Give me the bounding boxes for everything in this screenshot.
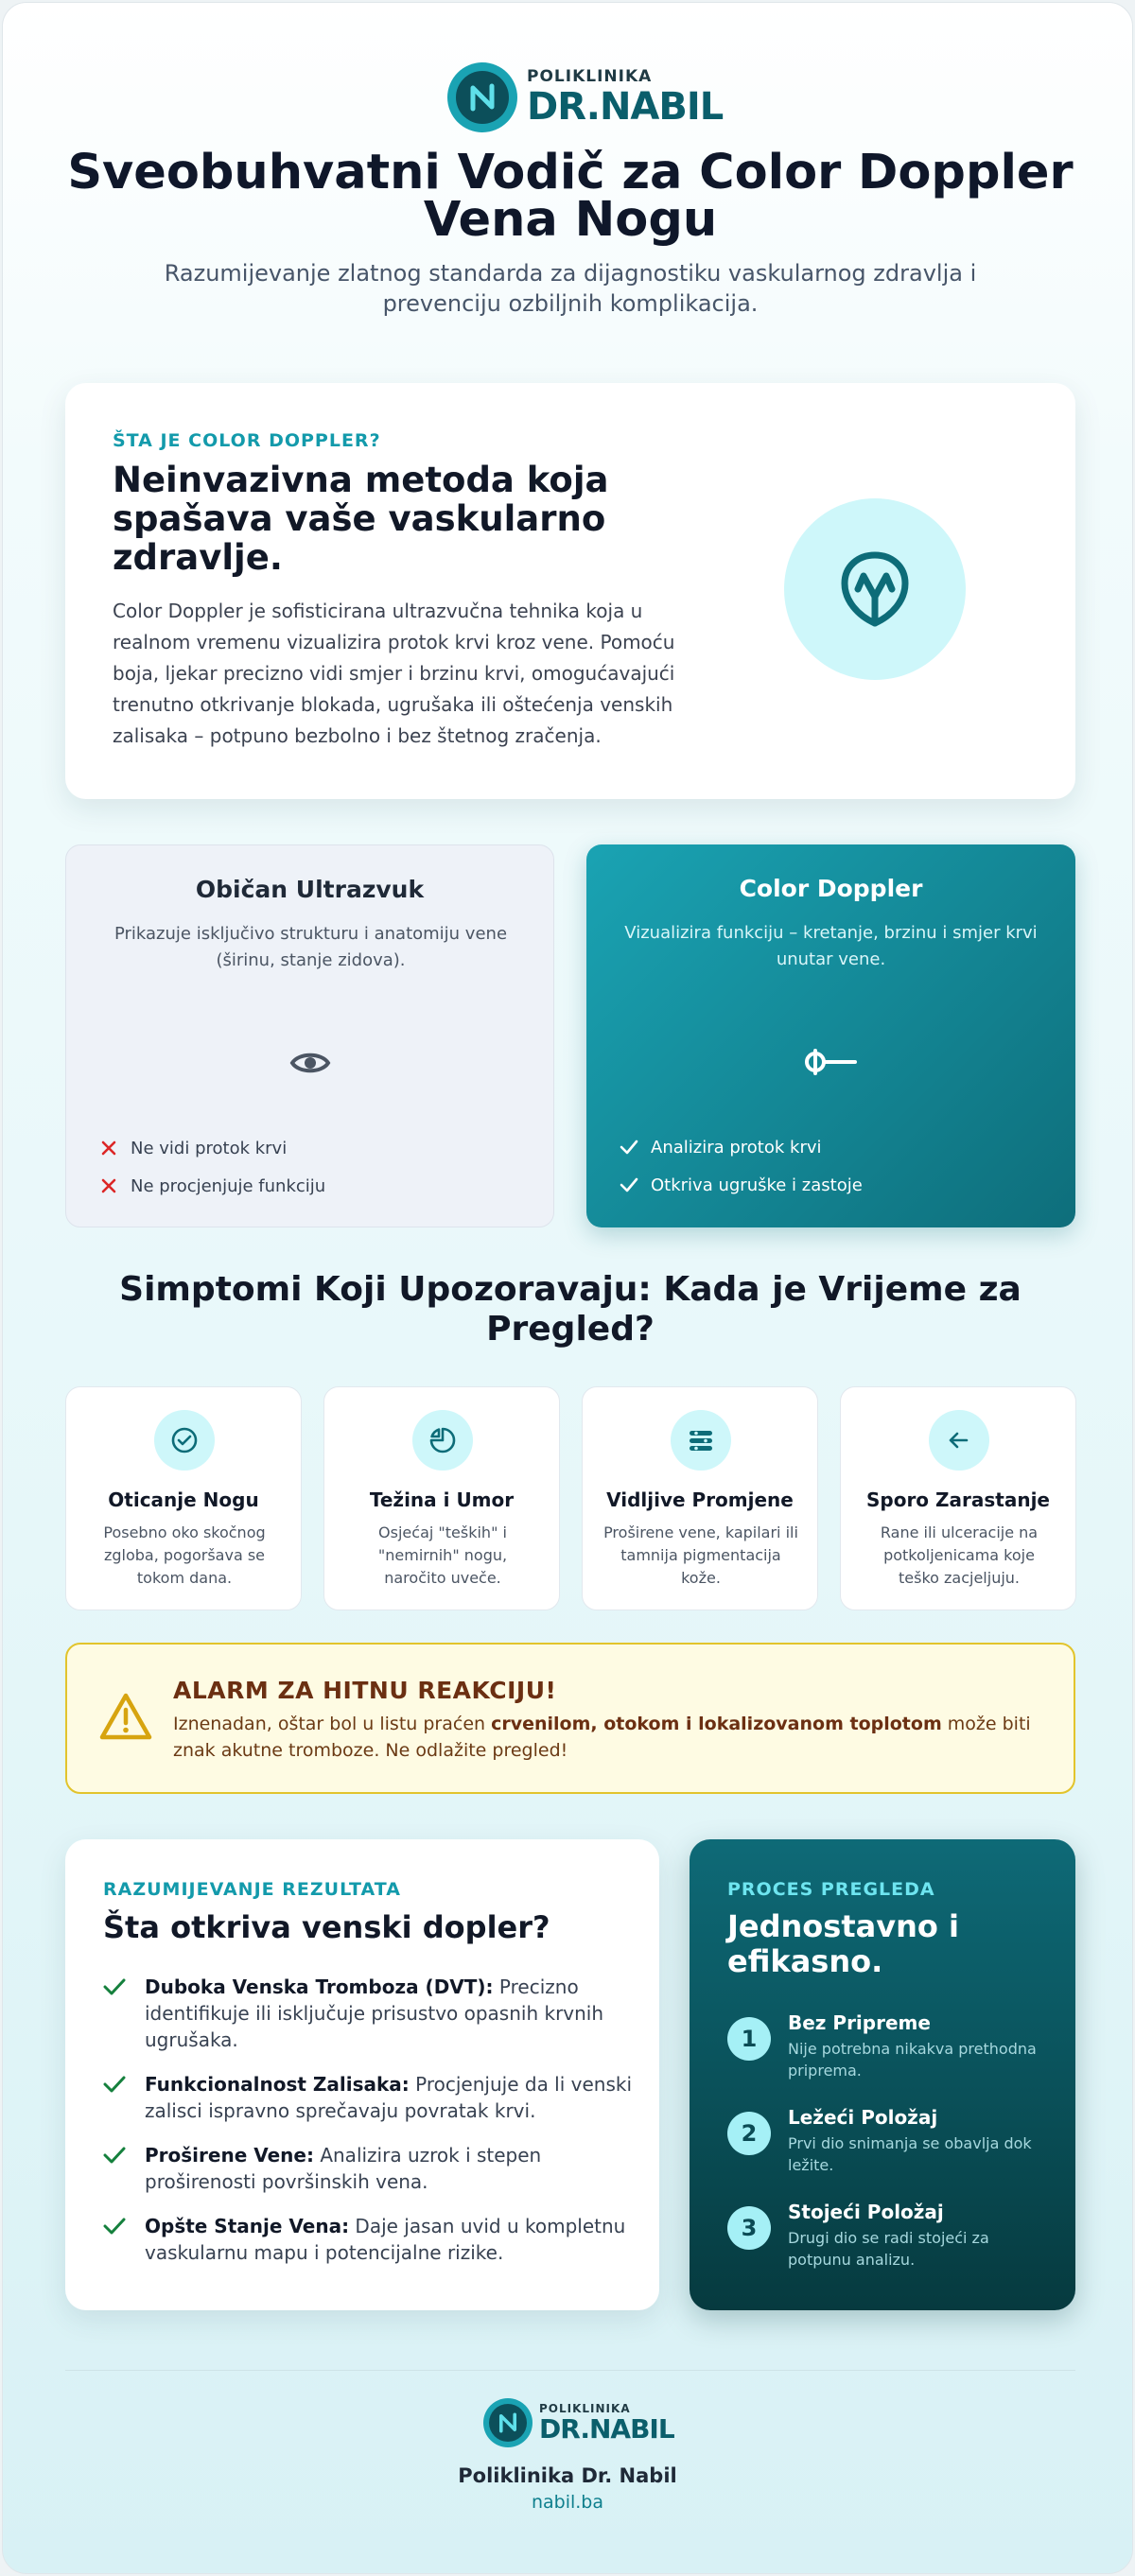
check-icon (619, 1137, 639, 1157)
ultrasound-card (65, 844, 554, 1227)
list-item (619, 1128, 863, 1166)
symptom-card (582, 1386, 818, 1610)
pie-chart-icon (412, 1410, 473, 1471)
list-item-label: Ne procjenjuje funkciju (131, 1175, 326, 1196)
doppler-list (619, 1128, 863, 1204)
alarm-text: Iznenadan, oštar bol u listu praćen crvenilom, otokom i lokalizovanom toplotom može biti znak akutne tromboze. Ne odlažite pregled! (173, 1714, 1031, 1761)
doppler-desc: Vizualizira funkciju – kretanje, brzinu i smjer krvi unutar vene. (624, 923, 1038, 969)
symptom-title: Težina i Umor (369, 1488, 515, 1511)
step-title: Ležeći Položaj (788, 2106, 938, 2129)
step-text: Prvi dio snimanja se obavlja dok ležite. (788, 2134, 1032, 2174)
check-icon (103, 2213, 128, 2239)
list-item: Proširene Vene: Analizira uzrok i stepen proširenosti površinskih vena. (103, 2142, 633, 2195)
ultrasound-list (98, 1129, 325, 1205)
logo-mark-icon (447, 62, 517, 132)
check-icon (103, 1974, 128, 2000)
step-text: Drugi dio se radi stojeći za potpunu analizu. (788, 2229, 989, 2269)
symptom-text: Rane ili ulceracije na potkoljenicama koje teško zacjeljuju. (880, 1523, 1039, 1587)
page-subtitle: Razumijevanje zlatnog standarda za dijagnostiku vaskularnog zdravlja i prevenciju ozbiljnih komplikacija. (164, 260, 977, 317)
list-item-label: Analizira protok krvi (651, 1137, 822, 1157)
arrow-left-icon (929, 1410, 989, 1471)
ultrasound-title: Običan Ultrazvuk (195, 876, 425, 903)
process-step (727, 2201, 1049, 2276)
logo-mark-icon (483, 2398, 533, 2447)
footer-clinic-name: Poliklinika Dr. Nabil (458, 2464, 677, 2487)
what-is-card (65, 383, 1075, 799)
what-eyebrow: ŠTA JE COLOR DOPPLER? (113, 430, 381, 451)
brain-icon (784, 498, 966, 680)
brand-logo (447, 62, 723, 132)
footer-logo (483, 2398, 674, 2447)
symptom-card (323, 1386, 560, 1610)
brand-big: DR.NABIL (527, 85, 724, 129)
what-body: Color Doppler je sofisticirana ultrazvučna tehnika koja u realnom vremenu vizualizira protok krvi kroz vene. Pomoću boja, ljekar precizno vidi smjer i brzinu krvi, omogućavajući trenutno otkrivanje blokada, ugrušaka ili oštećenja venskih zalisaka – potpuno bezbolno i bez štetnog zračenja. (113, 600, 675, 747)
step-number: 2 (727, 2112, 771, 2155)
list-item: Funkcionalnost Zalisaka: Procjenjuje da li venski zalisci ispravno sprečavaju povratak krvi. (103, 2071, 633, 2124)
symptoms-heading: Simptomi Koji Upozoravaju: Kada je Vrijeme za Pregled? (119, 1270, 1022, 1349)
alarm-title: ALARM ZA HITNU REAKCIJU! (173, 1677, 557, 1704)
cross-icon (98, 1138, 119, 1158)
alarm-box (65, 1643, 1075, 1794)
symptom-text: Posebno oko skočnog zgloba, pogoršava se tokom dana. (103, 1523, 266, 1587)
check-icon (619, 1175, 639, 1195)
what-heading: Neinvazivna metoda koja spašava vaše vaskularno zdravlje. (113, 460, 609, 578)
symptom-card (840, 1386, 1076, 1610)
check-icon (103, 2142, 128, 2168)
warning-icon (99, 1692, 152, 1741)
footer-divider (65, 2370, 1075, 2371)
symptom-text: Proširene vene, kapilari ili tamnija pigmentacija kože. (603, 1523, 798, 1587)
list-item: Duboka Venska Tromboza (DVT): Precizno identifikuje ili isključuje prisustvo opasnih krvnih ugrušaka. (103, 1974, 633, 2053)
cross-icon (98, 1175, 119, 1196)
process-eyebrow: PROCES PREGLEDA (727, 1879, 935, 1900)
flow-icon (802, 1043, 859, 1081)
process-card (690, 1839, 1075, 2310)
brand-big: DR.NABIL (539, 2413, 674, 2445)
check-icon (103, 2071, 128, 2097)
step-title: Bez Pripreme (788, 2011, 931, 2034)
symptom-text: Osjećaj "teških" i "nemirnih" nogu, naročito uveče. (377, 1523, 508, 1587)
process-step (727, 2106, 1049, 2182)
symptom-title: Vidljive Promjene (606, 1488, 794, 1511)
symptom-title: Sporo Zarastanje (865, 1488, 1050, 1511)
page-title: Sveobuhvatni Vodič za Color Doppler Vena Nogu (67, 145, 1074, 248)
check-circle-icon (154, 1410, 215, 1471)
symptom-title: Oticanje Nogu (108, 1488, 259, 1511)
eye-icon (282, 1044, 339, 1082)
list-item (98, 1129, 325, 1167)
brand-small: POLIKLINIKA (539, 2402, 631, 2415)
step-title: Stojeći Položaj (788, 2201, 944, 2223)
process-heading: Jednostavno i efikasno. (727, 1908, 959, 1979)
results-card (65, 1839, 659, 2310)
layers-icon (671, 1410, 731, 1471)
results-heading: Šta otkriva venski dopler? (103, 1909, 550, 1945)
ultrasound-desc: Prikazuje isključivo strukturu i anatomiju vene (širinu, stanje zidova). (114, 924, 508, 970)
step-number: 1 (727, 2017, 771, 2061)
list-item-label: Otkriva ugruške i zastoje (651, 1175, 863, 1195)
infographic-page (2, 2, 1133, 2574)
list-item: Opšte Stanje Vena: Daje jasan uvid u kompletnu vaskularnu mapu i potencijalne rizike. (103, 2213, 633, 2266)
results-eyebrow: RAZUMIJEVANJE REZULTATA (103, 1879, 401, 1900)
list-item (98, 1167, 325, 1205)
doppler-title: Color Doppler (739, 875, 923, 902)
footer-website-link[interactable]: nabil.ba (531, 2492, 604, 2513)
step-number: 3 (727, 2206, 771, 2250)
color-doppler-card (586, 844, 1075, 1227)
symptom-card (65, 1386, 302, 1610)
list-item (619, 1166, 863, 1204)
list-item-label: Ne vidi protok krvi (131, 1138, 288, 1158)
brand-small: POLIKLINIKA (527, 67, 653, 86)
process-step (727, 2011, 1049, 2087)
results-list (103, 1974, 633, 2284)
step-text: Nije potrebna nikakva prethodna priprema. (788, 2040, 1037, 2080)
